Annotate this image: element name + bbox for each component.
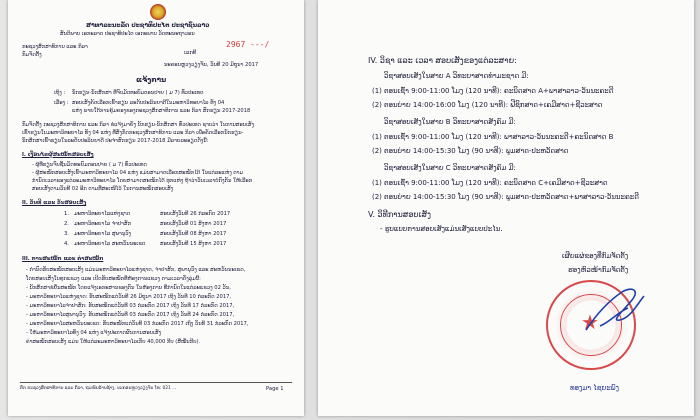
footer-divider — [20, 382, 292, 383]
schedule-date: ສອບເສັງວັນທີ 08 ສິງຫາ 2017 — [160, 231, 227, 237]
group-item: (2) ຕອນບ່າຍ 14:00-15:30 ໂມງ (90 ນາທີ): ພູມສາດ-ປະຫວັດສາດ — [372, 147, 569, 155]
schedule-university: ມະຫາວິທະຍາໄລ ສຸພານຸວົງ — [74, 231, 132, 237]
header-line-2: ສັນຕິພາບ ເອກະລາດ ປະຊາທິປະໄຕ ເອກະພາບ ວັດທະນະຖາວອນ — [60, 31, 195, 37]
schedule-num: 4. — [64, 241, 69, 247]
doc-date: ນະຄອນຫຼວງວຽງຈັນ, ວັນທີ 20 ມິຖຸນາ 2017 — [164, 62, 259, 68]
lao-national-emblem — [150, 4, 166, 20]
section-3-line: - ມະຫາວິທະຍາໄລແຫ່ງຊາດ: ຮັບສະໝັກແຕ່ວັນທີ 26 ມິຖຸນາ 2017 ເຖິງ ວັນທີ 10 ກໍລະກົດ 2017, — [26, 294, 232, 300]
group-title: ວິຊາສອບເສັງໃນສາຍ C ວິທະຍາສາດສັງຄົມ ມີ: — [384, 164, 516, 172]
doc-title: ແຈ້ງການ — [136, 76, 167, 84]
section-1-title: I. ເງື່ອນໄຂຜູ້ສະໝັກສອບເສັງ — [22, 152, 94, 158]
sign-title-2: ຮອງຫົວໜ້າກົມຈັດຕັ້ງ — [568, 266, 629, 274]
doc-number-value: 2967 ---/ — [226, 40, 270, 49]
schedule-num: 3. — [64, 231, 69, 237]
section-1-item: ກຳນົດເວລາຂອງແຕ່ລະມະຫາວິທະຍາໄລ ໂດຍສາມາດສະໝັກໄດ້ ທຸກແຫ່ງ ຖ້າວ່າວັນເວລາບໍ່ກົງກັນ ໃຫ້ເລືອກ — [32, 178, 253, 184]
schedule-num: 2. — [64, 221, 69, 227]
section-2-title: II. ວັນທີ ແລະ ວັນສອບເສັງ — [22, 200, 87, 206]
stamp-star-icon: ★ — [581, 310, 599, 334]
section-3-line: ໂດຍສອບເສັງໃນທຸກແຂວງ ແລະ ເປີດຮັບສະໝັກທີ່ຫ້ອງການແຂວງ ຕາມເວລາດັ່ງລຸ່ມນີ້: — [26, 276, 201, 282]
section-3-line: - ກຳນົດຮັບສະໝັກສອບເສັງ ແມ່ນມະຫາວິທະຍາໄລແຫ່ງຊາດ, ຈຳປາສັກ, ສຸພານຸວົງ ແລະ ສະຫວັນນະເຂດ, — [26, 267, 246, 273]
group-item: (1) ຕອນເຊົ້າ 9:00-11:00 ໂມງ (120 ນາທີ): ຄະນິດສາດ A+ພາສາລາວ-ວັນນະຄະດີ — [372, 87, 614, 95]
section-4-title: IV. ວິຊາ ແລະ ເວລາ ສອບເສັງຂອງແຕ່ລະສາຍ: — [368, 56, 517, 65]
ref-line-1: ສອບເສັງຄັດເລືອກເຂົ້າຮຽນ ລະດັບປະລິນຍາຕີໃນມະຫາວິທະຍາໄລ ທັງ 04 — [72, 100, 225, 106]
group-item: (1) ຕອນເຊົ້າ 9:00-11:00 ໂມງ (120 ນາທີ): ຄະນິດສາດ C+ເຄມີສາດ+ຊີວະສາດ — [372, 179, 608, 187]
section-1-item: ສອບເສັງຕາມວັນທີ 02 ອີກ ຕາມທີ່ສະເໜີໄວ້ ໃນການສະໝັກສອບເສັງ — [32, 186, 174, 192]
subject-label: ເຖິງ : — [54, 90, 66, 96]
group-title: ວິຊາສອບເສັງໃນສາຍ A ວິທະຍາສາດທຳມະຊາດ ມີ: — [384, 72, 529, 80]
section-3-line: ຄ່າສະໝັກສອບເສັງ ແມ່ນ ໃຫ້ແຕ່ລະມະຫາວິທະຍາໄລເກັບ 40,000 ກີບ (ສີ່ໝື່ນກີບ). — [26, 339, 201, 345]
group-item: (2) ຕອນບ່າຍ 14:00-16:00 ໂມງ (120 ນາທີ): ຟີຊິກສາດ+ເຄມີສາດ+ຊີວະສາດ — [372, 101, 603, 109]
intro-line: ກົມຈັດຕັ້ງ ກະຊວງສຶກສາທິການ ແລະ ກິລາ ຂໍແຈ້ງມາຍັງ ນັກຮຽນ-ນັກສຶກສາ ທົ່ວປະເທດ ຊາບວ່າ ໃນການສອບເສັງ — [22, 122, 255, 128]
section-3-line: - ມະຫາວິທະຍາໄລຈຳປາສັກ: ຮັບສະໝັກແຕ່ວັນທີ 03 ກໍລະກົດ 2017 ເຖິງ ວັນທີ 17 ກໍລະກົດ 2017, — [26, 303, 235, 309]
sign-title-1: ເຜີຍແຜ່ຂອງທີ່ກົມຈັດຕັ້ງ — [562, 252, 629, 260]
section-5-title: V. ວິທີການສອບເສັງ — [368, 210, 431, 219]
section-3-line: - ໃຫ້ມະຫາວິທະຍາໄລທັງ 04 ແຫ່ງ ແຈ້ງປະກາດຜົນການສອບເສັງ — [26, 330, 162, 336]
ref-line-2: ແຫ່ງ ພາຍໃຕ້ການຄຸ້ມຄອງຂອງກະຊວງສຶກສາທິການ ແລະ ກິລາ ສົກຮຽນ 2017-2018 — [72, 108, 251, 114]
page-2 — [318, 0, 694, 416]
group-title: ວິຊາສອບເສັງໃນສາຍ B ວິທະຍາສາດສັງຄົມ ມີ: — [384, 118, 516, 126]
group-item: (2) ຕອນບ່າຍ 14:00-15:30 ໂມງ (90 ນາທີ): ພູມສາດ-ປະຫວັດສາດ+ພາສາລາວ-ວັນນະຄະດີ — [372, 193, 639, 201]
intro-line: ນັກສຶກສາເຂົ້າຮຽນໃນລະດັບປະລິນຍາຕີ ປະຈຳສົກຮຽນ 2017-2018 ມີລາຍລະອຽດດັ່ງນີ້: — [22, 138, 209, 144]
page-1 — [8, 0, 304, 416]
schedule-num: 1. — [64, 211, 69, 217]
section-1-item: - ຜູ້ສະໝັກສອບເສັງເຂົ້າມະຫາວິທະຍາໄລ 04 ແຫ່ງ ແມ່ນສາມາດເລືອກສະໝັກໄດ້ ໃນແຕ່ລະແຫ່ງ ຕາມ — [32, 170, 244, 176]
doc-number-label: ເລກທີ — [184, 50, 197, 56]
schedule-university: ມະຫາວິທະຍາໄລ ສະຫວັນນະເຂດ — [74, 241, 146, 247]
section-5-text: - ຮູບແບບການສອບເສັງແມ່ນເສັງແບບປະໄນ. — [380, 225, 503, 233]
ministry-name: ກະຊວງສຶກສາທິການ ແລະ ກິລາ — [22, 44, 88, 50]
schedule-date: ສອບເສັງວັນທີ 01 ສິງຫາ 2017 — [160, 221, 227, 227]
signature — [580, 282, 650, 342]
intro-line: ເຂົ້າຮຽນໃນມະຫາວິທະຍາໄລ ທັງ 04 ແຫ່ງ ທີ່ສັງກັດກະຊວງສຶກສາທິການ ແລະ ກິລາ ເພື່ອຄັດເລືອກນັກຮຽນ- — [22, 130, 244, 136]
section-3-line: - ມະຫາວິທະຍາໄລສຸພານຸວົງ: ຮັບສະໝັກແຕ່ວັນທີ 03 ກໍລະກົດ 2017 ເຖິງ ວັນທີ 24 ກໍລະກົດ 2017, — [26, 312, 235, 318]
section-3-line: - ນັກສຶກສາຂໍຍື່ນສະໝັກ ໂດຍແຈ້ງເອກະສານຂອງຕົນ ໃນຫ້ອງການ ທີ່ກຳນົດໃນແຕ່ລະແຂວງ 02 ວັນ, — [26, 285, 231, 291]
section-1-item: - ຜູ້ທີ່ຮຽນຈົບຊັ້ນມັດທະຍົມຕອນປາຍ ( ມ 7) ທົ່ວປະເທດ — [32, 162, 147, 168]
footer-address: ຕຶກ ກະຊວງສຶກສາທິການ ແລະ ກິລາ, ຖະໜົນລ້ານຊ້າງ, ນະຄອນຫຼວງວຽງຈັນ ໂທ: 021 ... — [20, 386, 177, 391]
schedule-university: ມະຫາວິທະຍາໄລແຫ່ງຊາດ — [74, 211, 131, 217]
group-item: (1) ຕອນເຊົ້າ 9:00-11:00 ໂມງ (120 ນາທີ): ພາສາລາວ-ວັນນະຄະດີ+ຄະນິດສາດ B — [372, 133, 614, 141]
section-3-title: III. ການສະໝັກ ແລະ ຄ່າສະໝັກ — [22, 256, 104, 262]
page-number: Page 1 — [266, 386, 284, 392]
schedule-date: ສອບເສັງວັນທີ 15 ສິງຫາ 2017 — [160, 241, 227, 247]
schedule-date: ສອບເສັງວັນທີ 26 ກໍລະກົດ 2017 — [160, 211, 231, 217]
header-line-1: ສາທາລະນະລັດ ປະຊາທິປະໄຕ ປະຊາຊົນລາວ — [86, 22, 210, 29]
department-name: ກົມຈັດຕັ້ງ — [22, 52, 42, 58]
schedule-university: ມະຫາວິທະຍາໄລ ຈຳປາສັກ — [74, 221, 132, 227]
ref-label: ເລື່ອງ : — [54, 100, 69, 106]
section-3-line: - ມະຫາວິທະຍາໄລສະຫວັນນະເຂດ: ຮັບສະໝັກແຕ່ວັນທີ 03 ກໍລະກົດ 2017 ເຖິງ ວັນທີ 31 ກໍລະກົດ 2017, — [26, 321, 249, 327]
signer-name: ທອງມາ ໄຊຍະພົງ — [570, 384, 619, 392]
subject-text: ນັກຮຽນ-ນັກສຶກສາ ທີ່ຈົບມັດທະຍົມຕອນປາຍ ( ມ 7) ທົ່ວປະເທດ — [72, 90, 204, 96]
